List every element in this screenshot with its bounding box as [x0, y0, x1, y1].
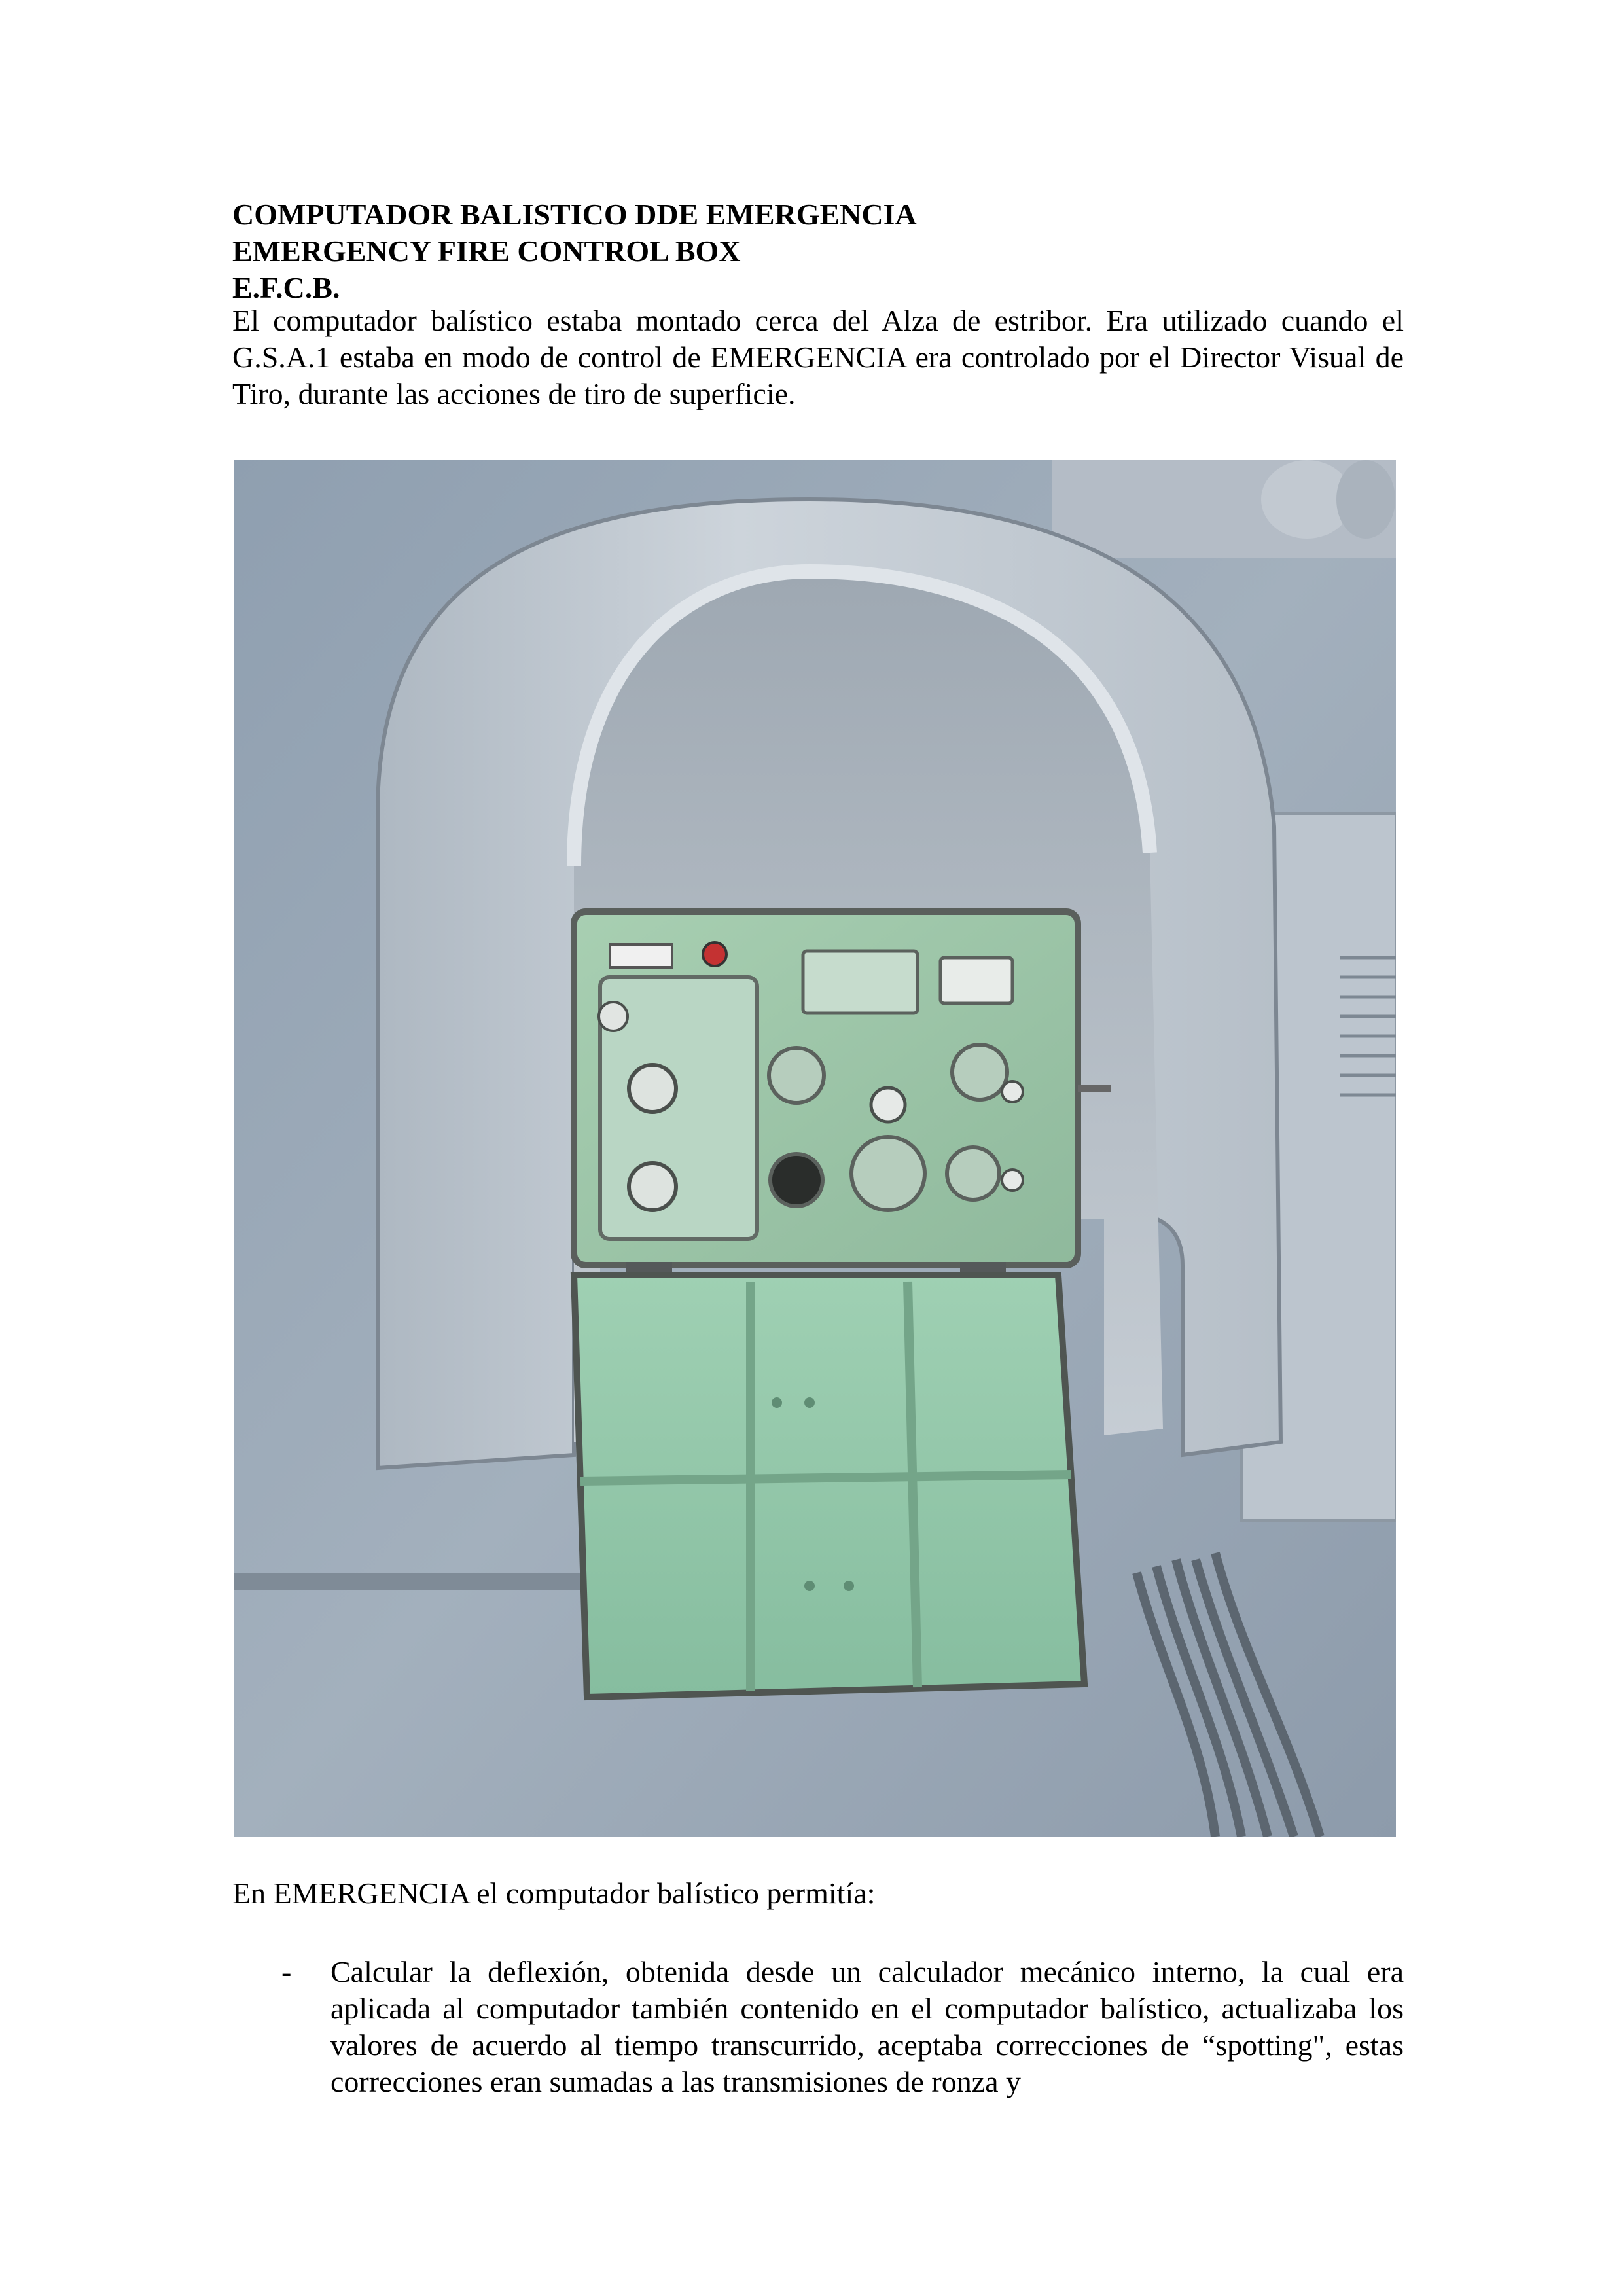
indicator-window [610, 944, 672, 967]
panel-knob [629, 1163, 676, 1210]
bullet-list [232, 1954, 1410, 2100]
panel-knob [1002, 1081, 1023, 1102]
panel-knob [1002, 1170, 1023, 1191]
switch-block [803, 951, 918, 1013]
conduit [234, 1573, 639, 1590]
lead-sentence: En EMERGENCIA el computador balístico permitía: [232, 1876, 876, 1910]
equipment-photo [234, 460, 1396, 1837]
title-english: EMERGENCY FIRE CONTROL BOX [232, 234, 741, 268]
heading-block [232, 196, 1410, 306]
fire-control-box-illustration [234, 460, 1396, 1837]
panel-dial [952, 1045, 1007, 1100]
panel-dial [947, 1147, 999, 1200]
list-item [232, 1954, 1410, 2100]
bullet-text: Calcular la deflexión, obtenida desde un calculador mecánico interno, la cual era aplicada al computador también contenido en el computador balístico, actualizaba los valores de acuerdo al tiempo transcurrido, aceptaba correcciones de “spotting", estas correcciones eran sumadas a las transmisiones de ronza y [330, 1955, 1404, 2098]
panel-knob [871, 1088, 905, 1122]
panel-knob [599, 1002, 628, 1031]
panel-dial [769, 1048, 824, 1103]
bullet-marker: - [281, 1955, 292, 1988]
pipe-flange [1336, 460, 1395, 539]
open-lid [574, 1275, 1084, 1697]
title-spanish: COMPUTADOR BALISTICO DDE EMERGENCIA [232, 198, 917, 231]
intro-paragraph: El computador balístico estaba montado cerca del Alza de estribor. Era utilizado cuando el G.S.A.1 estaba en modo de control de EMERGENCIA era controlado por el Director Visual de Tiro, durante las acciones de tiro de superficie. [232, 304, 1404, 410]
panel-knob [629, 1065, 676, 1112]
switch-block [940, 958, 1012, 1003]
red-lamp [703, 942, 726, 966]
panel-socket [770, 1154, 823, 1206]
title-acronym: E.F.C.B. [232, 271, 340, 304]
panel-dial [851, 1137, 925, 1210]
